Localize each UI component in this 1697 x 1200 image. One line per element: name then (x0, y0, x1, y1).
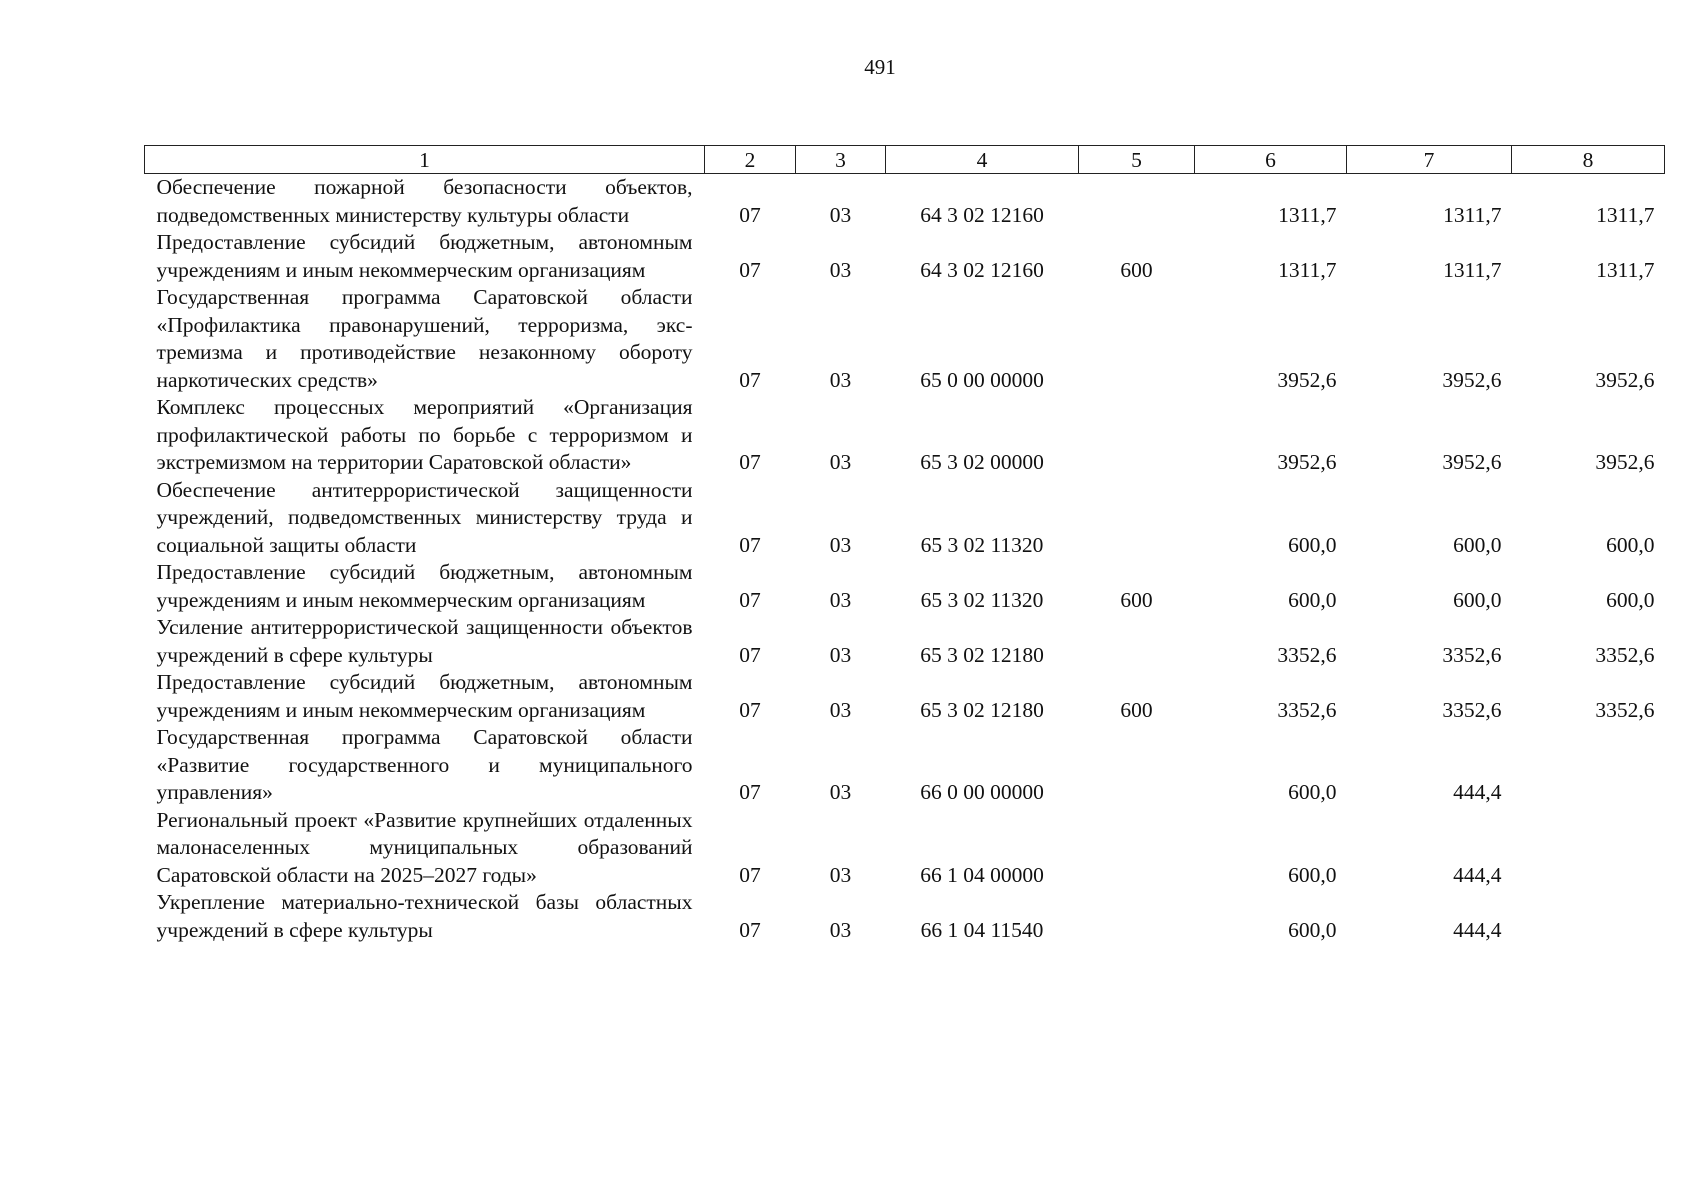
amount-year-3: 3352,6 (1595, 642, 1655, 667)
expense-type-code: 600 (1120, 697, 1153, 722)
amount-year-3 (1512, 724, 1665, 807)
row-description: Предоставление субсидий бюджетным, автономным учреждениям и иным некоммерческим организациям (156, 670, 693, 722)
page-number: 491 (864, 55, 896, 79)
row-description: Предоставление субсидий бюджетным, автономным учреждениям и иным некоммерческим организациям (156, 230, 693, 282)
subsection-code: 03 (829, 532, 852, 557)
subsection-code: 03 (829, 202, 852, 227)
subsection-code: 03 (829, 450, 852, 474)
table-row (145, 229, 1665, 284)
header-row (145, 146, 1665, 174)
amount-year-2: 444,4 (1453, 862, 1502, 887)
amount-year-1: 3952,6 (1277, 367, 1337, 392)
section-code: 07 (739, 780, 761, 804)
header-cell: 3 (796, 146, 886, 174)
header-cell: 7 (1347, 146, 1512, 174)
section-code: 07 (739, 642, 761, 667)
amount-year-1: 600,0 (1288, 917, 1337, 942)
expense-type-code: 600 (1120, 587, 1153, 612)
row-description: Обеспечение антитеррористической защищенности учреждений, подведомственных министерству труда и социальной защиты области (156, 477, 693, 557)
row-description: Предоставление субсидий бюджетным, автономным учреждениям и иным некоммерческим организациям (156, 560, 693, 612)
header-cell: 4 (886, 146, 1079, 174)
table-row (145, 669, 1665, 724)
amount-year-3: 600,0 (1606, 587, 1655, 612)
amount-year-2: 3952,6 (1442, 367, 1502, 392)
table-row (145, 477, 1665, 560)
section-code: 07 (739, 697, 761, 722)
section-code: 07 (739, 202, 761, 227)
table-row (145, 394, 1665, 477)
table-row (145, 174, 1665, 230)
section-code: 07 (739, 257, 761, 282)
subsection-code: 03 (829, 642, 852, 667)
row-description: Комплекс процессных мероприятий «Организация профилактической работы по борьбе с терроризмом и экстремизмом на территории Саратовской области» (156, 395, 693, 474)
target-article-code: 65 3 02 11320 (920, 587, 1044, 612)
section-code: 07 (739, 367, 761, 392)
row-description: Обеспечение пожарной безопасности объектов, подведомственных министерству культуры области (156, 175, 693, 227)
row-description: Укрепление материально-технической базы областных учреждений в сфере культуры (156, 890, 693, 942)
expense-type-code (1079, 614, 1195, 669)
expense-type-code (1079, 394, 1195, 477)
amount-year-3 (1512, 807, 1665, 890)
expense-type-code (1079, 477, 1195, 560)
table-body (145, 174, 1665, 945)
amount-year-1: 3352,6 (1277, 642, 1337, 667)
amount-year-1: 600,0 (1288, 532, 1337, 557)
target-article-code: 65 3 02 12180 (920, 642, 1044, 667)
amount-year-1: 1311,7 (1278, 257, 1337, 282)
amount-year-1: 1311,7 (1278, 202, 1337, 227)
subsection-code: 03 (829, 587, 852, 612)
target-article-code: 64 3 02 12160 (920, 202, 1044, 227)
subsection-code: 03 (829, 862, 852, 887)
section-code: 07 (739, 450, 761, 474)
table-row (145, 724, 1665, 807)
amount-year-2: 600,0 (1453, 532, 1502, 557)
amount-year-3 (1512, 889, 1665, 944)
amount-year-3: 3952,6 (1595, 450, 1655, 474)
target-article-code: 66 0 00 00000 (920, 780, 1044, 804)
expense-type-code (1079, 724, 1195, 807)
target-article-code: 64 3 02 12160 (920, 257, 1044, 282)
amount-year-2: 444,4 (1453, 917, 1502, 942)
amount-year-1: 3352,6 (1277, 697, 1337, 722)
row-description: Усиление антитеррористической защищенности объектов учреждений в сфере культуры (156, 615, 693, 667)
amount-year-3: 1311,7 (1596, 257, 1655, 282)
expense-type-code (1079, 284, 1195, 394)
table-row (145, 614, 1665, 669)
section-code: 07 (739, 587, 761, 612)
amount-year-1: 600,0 (1288, 587, 1337, 612)
amount-year-3: 3352,6 (1595, 697, 1655, 722)
subsection-code: 03 (829, 367, 852, 392)
table-row (145, 284, 1665, 394)
target-article-code: 65 3 02 00000 (920, 450, 1044, 474)
header-cell: 5 (1079, 146, 1195, 174)
target-article-code: 66 1 04 11540 (920, 917, 1044, 942)
subsection-code: 03 (829, 257, 852, 282)
amount-year-2: 1311,7 (1443, 257, 1502, 282)
target-article-code: 65 3 02 11320 (920, 532, 1044, 557)
table-row (145, 559, 1665, 614)
amount-year-2: 3352,6 (1442, 642, 1502, 667)
subsection-code: 03 (829, 697, 852, 722)
amount-year-3: 1311,7 (1596, 202, 1655, 227)
amount-year-2: 600,0 (1453, 587, 1502, 612)
target-article-code: 65 3 02 12180 (920, 697, 1044, 722)
amount-year-3: 3952,6 (1595, 367, 1655, 392)
amount-year-2: 3952,6 (1442, 450, 1502, 474)
section-code: 07 (739, 917, 761, 942)
section-code: 07 (739, 862, 761, 887)
row-description: Государственная программа Саратовской области «Профилактика правонарушений, терроризма, экстремизма и противодействие незаконному обороту наркотических средств» (156, 285, 693, 392)
amount-year-1: 600,0 (1288, 862, 1337, 887)
amount-year-2: 1311,7 (1443, 202, 1502, 227)
target-article-code: 65 0 00 00000 (920, 367, 1044, 392)
section-code: 07 (739, 532, 761, 557)
row-description: Региональный проект «Развитие крупнейших отдаленных малонаселенных муниципальных образований Саратовской области на 2025–2027 годы» (156, 807, 693, 887)
amount-year-2: 444,4 (1453, 780, 1502, 804)
target-article-code: 66 1 04 00000 (920, 862, 1044, 887)
expense-type-code (1079, 889, 1195, 944)
budget-table (144, 145, 1665, 944)
header-cell: 6 (1195, 146, 1347, 174)
header-cell: 1 (145, 146, 705, 174)
expense-type-code (1079, 807, 1195, 890)
amount-year-1: 3952,6 (1277, 450, 1337, 474)
amount-year-2: 3352,6 (1442, 697, 1502, 722)
subsection-code: 03 (829, 780, 852, 804)
header-cell: 8 (1512, 146, 1665, 174)
amount-year-3: 600,0 (1606, 532, 1655, 557)
table-row (145, 807, 1665, 890)
expense-type-code (1079, 174, 1195, 230)
header-cell: 2 (705, 146, 796, 174)
subsection-code: 03 (829, 917, 852, 942)
table-row (145, 889, 1665, 944)
expense-type-code: 600 (1120, 257, 1153, 282)
amount-year-1: 600,0 (1288, 780, 1337, 804)
row-description: Государственная программа Саратовской области «Развитие государственного и муниципального управления» (156, 725, 693, 804)
